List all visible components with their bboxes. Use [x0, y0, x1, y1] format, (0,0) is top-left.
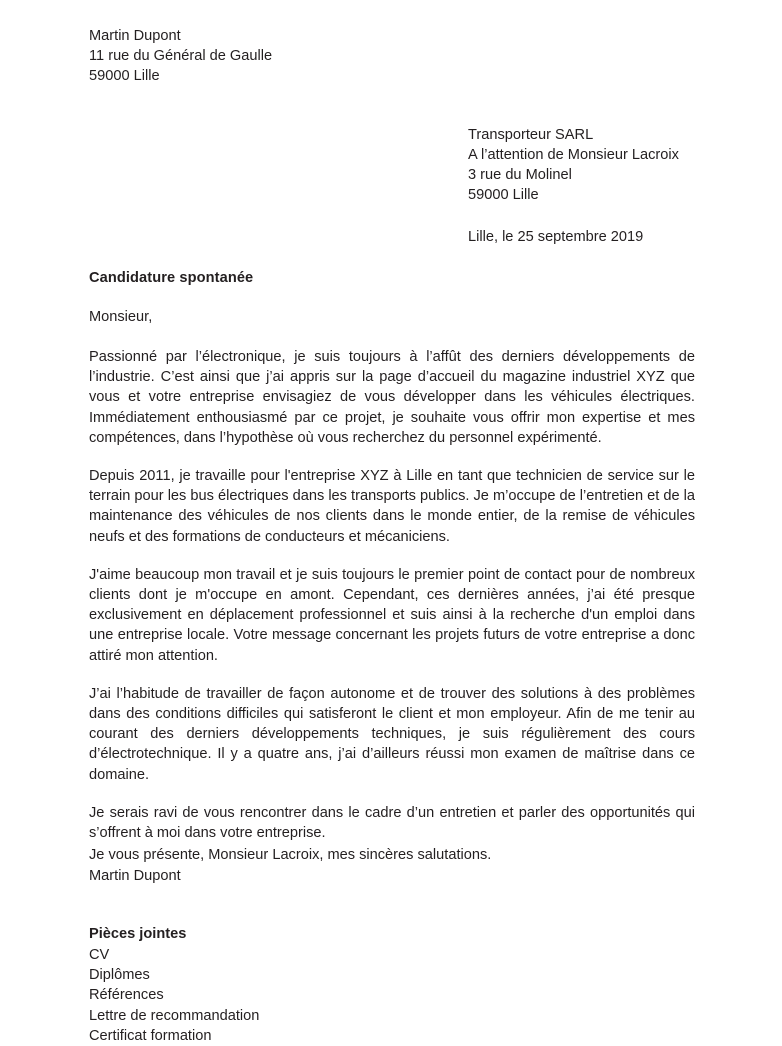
body-paragraph-5: Je serais ravi de vous rencontrer dans le cadre d’un entretien et parler des opportunités qui s’offrent à moi dans votre entreprise.: [89, 804, 695, 842]
recipient-area: [89, 125, 695, 248]
attachment-item: Diplômes: [89, 967, 150, 984]
sender-street: 11 rue du Général de Gaulle: [89, 48, 273, 65]
sender-name: Martin Dupont: [89, 28, 181, 44]
recipient-city: 59000 Lille: [468, 187, 539, 204]
sender-address-block: [89, 26, 695, 87]
attachment-item: Certificat formation: [89, 1027, 212, 1044]
date-line: Lille, le 25 septembre 2019: [468, 229, 644, 246]
recipient-company: Transporteur SARL: [468, 126, 594, 143]
closing-block: [89, 845, 695, 885]
body-paragraph-1: Passionné par l’électronique, je suis toujours à l’affût des derniers développements de l’industrie. C’est ainsi que j’ai appris sur la page d’accueil du magazine industriel XYZ que vous et votre entreprise envisagiez de vous développer dans les véhicules électriques. Immédiatement enthousiasmé par ce projet, je souhaite vous offrir mon expertise et mes compétences, dans l’hypothèse où vous recherchez du personnel expérimenté.: [89, 349, 695, 446]
attachment-item: CV: [89, 946, 110, 963]
salutation: Monsieur,: [89, 308, 153, 325]
attachment-item: Références: [89, 987, 164, 1004]
body-paragraph-2: Depuis 2011, je travaille pour l'entreprise XYZ à Lille en tant que technicien de service sur le terrain pour les bus électriques dans les transports publics. Je m’occupe de l’entretien et de la maintenance des véhicules de nos clients dans le monde entier, de la remise de véhicules neufs et des formations de conducteurs et mécaniciens.: [89, 468, 695, 545]
closing-formula: Je vous présente, Monsieur Lacroix, mes sincères salutations.: [89, 847, 492, 864]
attachments-section: [89, 924, 695, 1046]
sender-city: 59000 Lille: [89, 68, 160, 85]
letter-body: [89, 26, 695, 1046]
attachment-item: Lettre de recommandation: [89, 1007, 260, 1024]
signature-name: Martin Dupont: [89, 867, 181, 884]
recipient-street: 3 rue du Molinel: [468, 167, 572, 184]
subject-line: Candidature spontanée: [89, 269, 254, 286]
body-paragraph-4: J’ai l’habitude de travailler de façon autonome et de trouver des solutions à des problèmes dans des conditions difficiles qui satisferont le client et mon employeur. Afin de me tenir au courant des derniers développements techniques, je suis régulièrement des cours d’électrotechnique. Il y a quatre ans, j’ai d’ailleurs réussi mon examen de maîtrise dans ce domaine.: [89, 685, 695, 783]
recipient-attention: A l’attention de Monsieur Lacroix: [468, 146, 679, 163]
attachments-list: [89, 945, 695, 1046]
recipient-address-block: [468, 125, 695, 206]
attachments-title: Pièces jointes: [89, 925, 187, 942]
body-paragraph-3: J'aime beaucoup mon travail et je suis toujours le premier point de contact pour de nombreux clients dont je m'occupe en amont. Cependant, ces dernières années, j’ai été presque exclusivement en déplacement professionnel et suis ainsi à la recherche d'un emploi dans une entreprise locale. Votre message concernant les projets futurs de votre entreprise a donc attiré mon attention.: [89, 566, 695, 664]
